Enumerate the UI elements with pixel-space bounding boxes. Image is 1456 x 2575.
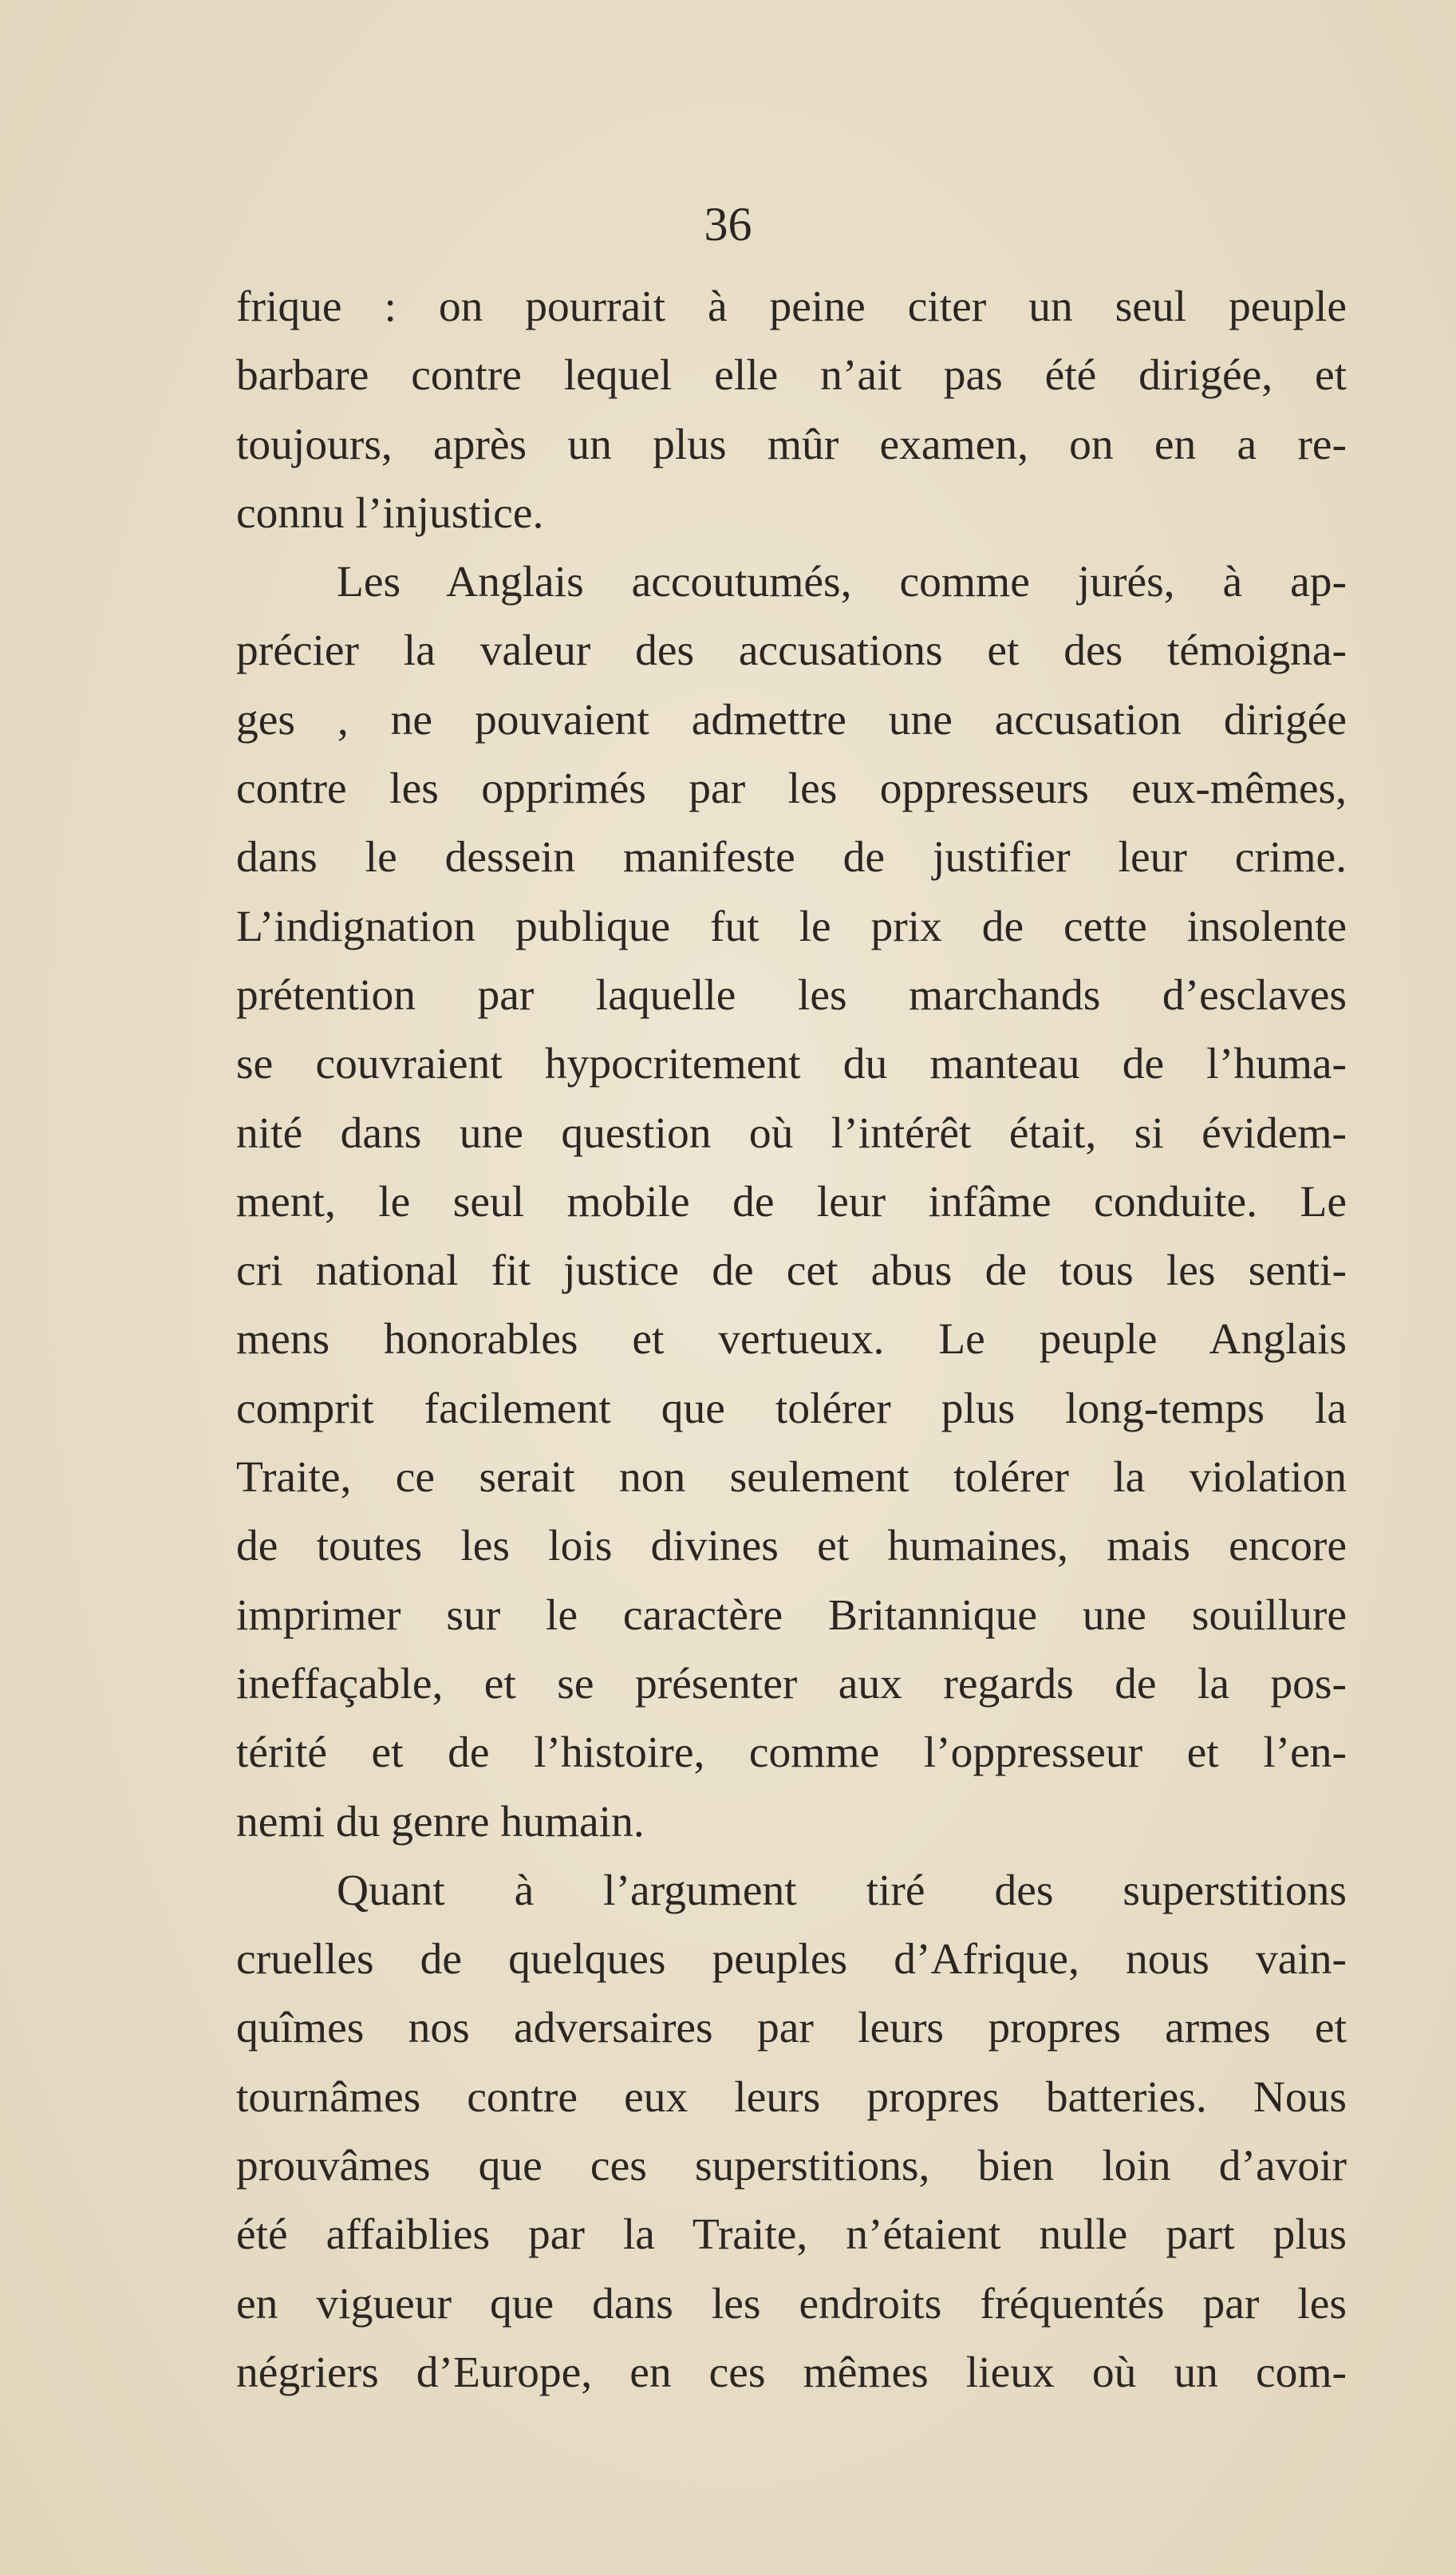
text-line: de toutes les lois divines et humaines, mais encore	[236, 1522, 1347, 1571]
text-line: cri national fit justice de cet abus de tous les senti-	[236, 1246, 1347, 1296]
text-line: L’indignation publique fut le prix de cette insolente	[236, 902, 1347, 951]
text-line: été affaiblies par la Traite, n’étaient nulle part plus	[236, 2210, 1347, 2260]
text-line: frique : on pourrait à peine citer un seul peuple	[236, 282, 1347, 331]
text-line: imprimer sur le caractère Britannique une souillure	[236, 1590, 1347, 1640]
text-line: térité et de l’histoire, comme l’oppresseur et l’en-	[236, 1728, 1347, 1778]
text-line: quîmes nos adversaires par leurs propres armes et	[236, 2004, 1347, 2053]
text-line: se couvraient hypocritement du manteau de l’huma-	[236, 1040, 1347, 1089]
text-line: Quant à l’argument tiré des superstitions	[337, 1866, 1347, 1915]
text-line: mens honorables et vertueux. Le peuple Anglais	[236, 1315, 1347, 1365]
text-line: dans le dessein manifeste de justifier leur crime.	[236, 833, 1347, 883]
text-line: Traite, ce serait non seulement tolérer la violation	[236, 1453, 1347, 1503]
page-number: 36	[704, 198, 752, 251]
text-line: ineffaçable, et se présenter aux regards de la pos-	[236, 1659, 1347, 1708]
text-line: barbare contre lequel elle n’ait pas été dirigée, et	[236, 351, 1347, 401]
text-line: en vigueur que dans les endroits fréquentés par les	[236, 2279, 1347, 2328]
text-line: nité dans une question où l’intérêt était, si évidem-	[236, 1108, 1347, 1158]
text-line: précier la valeur des accusations et des témoigna-	[236, 626, 1347, 676]
text-line: toujours, après un plus mûr examen, on en a re-	[236, 420, 1347, 469]
text-line: nemi du genre humain.	[236, 1797, 645, 1846]
body-text	[236, 273, 1347, 2407]
text-line: contre les opprimés par les oppresseurs eux-mêmes,	[236, 764, 1347, 814]
text-line: prouvâmes que ces superstitions, bien loin d’avoir	[236, 2142, 1347, 2191]
text-line: ges , ne pouvaient admettre une accusation dirigée	[236, 695, 1347, 744]
text-line: ment, le seul mobile de leur infâme conduite. Le	[236, 1177, 1347, 1226]
text-line: comprit facilement que tolérer plus long-temps la	[236, 1384, 1347, 1433]
text-line: connu l’injustice.	[236, 488, 544, 538]
text-line: Les Anglais accoutumés, comme jurés, à ap-	[337, 558, 1347, 607]
text-line: tournâmes contre eux leurs propres batteries. Nous	[236, 2072, 1347, 2122]
text-line: négriers d’Europe, en ces mêmes lieux où un com-	[236, 2348, 1347, 2397]
text-line: prétention par laquelle les marchands d’esclaves	[236, 970, 1347, 1020]
text-line: cruelles de quelques peuples d’Afrique, nous vain-	[236, 1935, 1347, 1985]
